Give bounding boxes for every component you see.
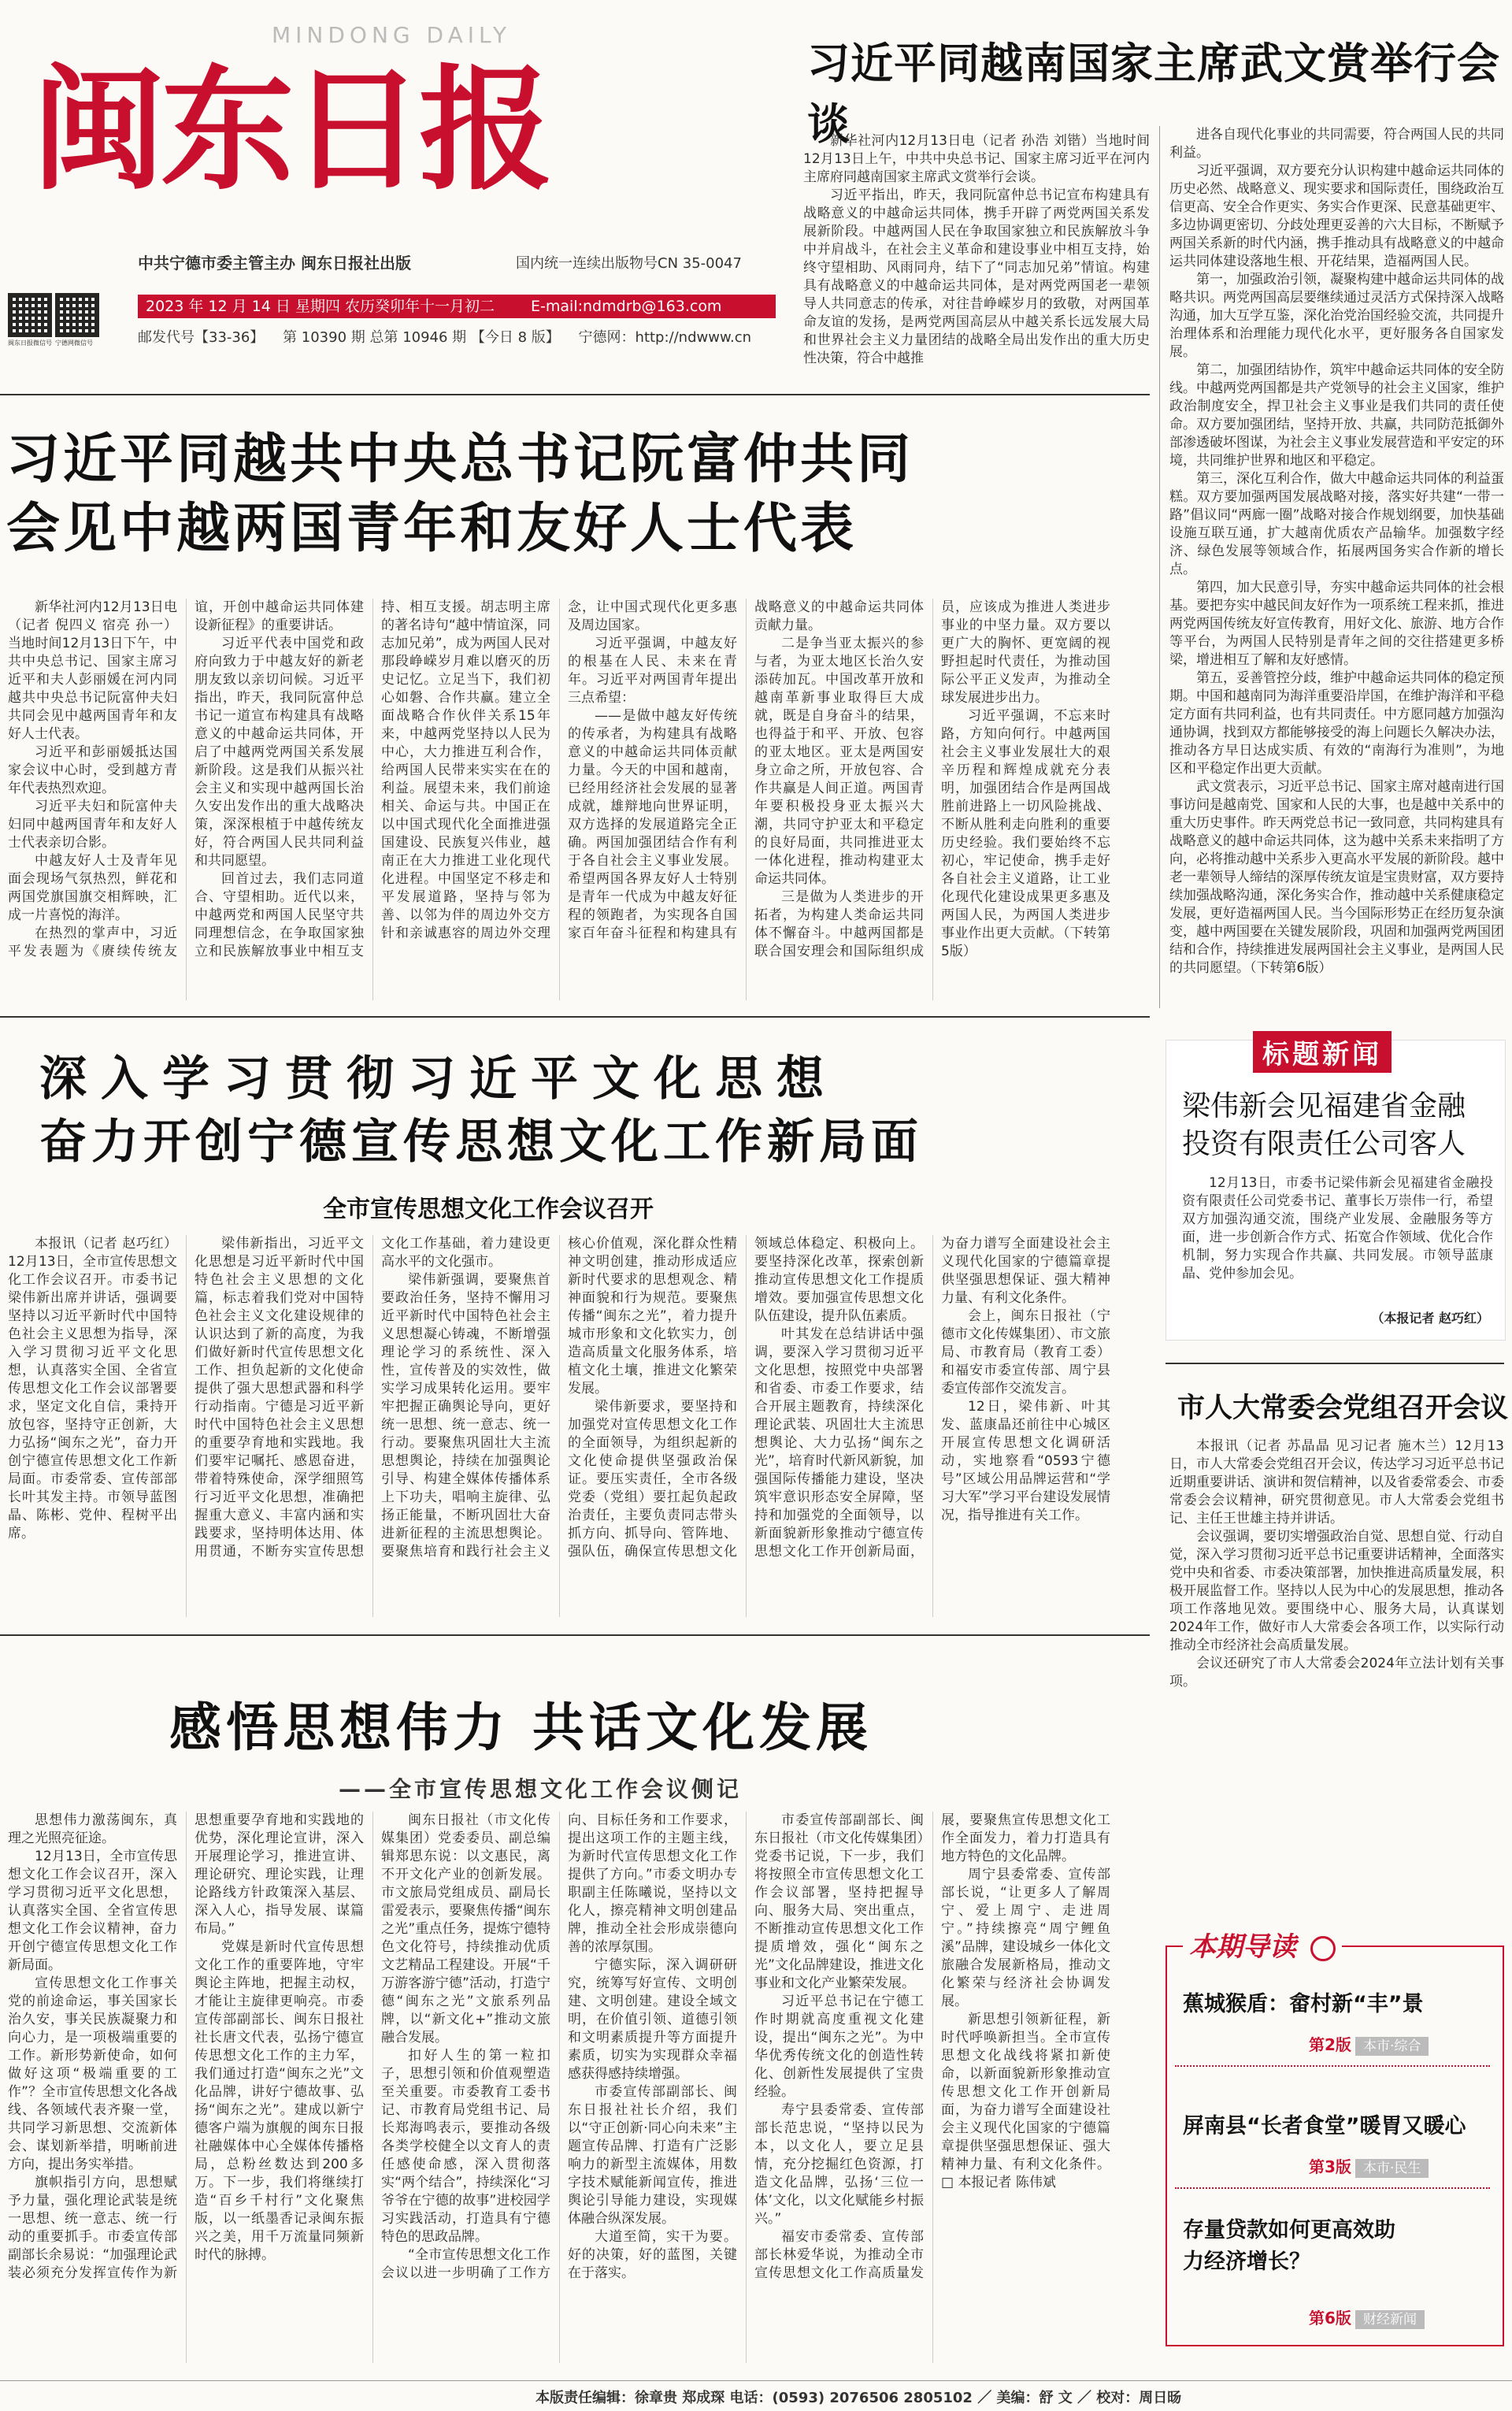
guide-headline: 屏南县“长者食堂”暖胃又暖心 [1183,2114,1466,2138]
qr-caption: 宁德网微信号 [55,339,93,347]
lead-story-continuation-paragraph: 武文赏表示，习近平总书记、国家主席对越南进行国事访问是越南党、国家和人民的大事，也是越中关系中的重大历史事件。昨天两党总书记一致同意，共同构建具有战略意义的越中命运共同体，这为越中关系未来指明了方向，必将推动越中关系步入更高水平发展的新阶段。越中老一辈领导人缔结的深厚传统友谊是宝贵财富，双方要持续加强战略沟通，深化务实合作，推动越中关系健康稳定发展，更好造福两国人民。当今国际形势正在经历复杂演变，越中两国要在关键发展阶段，巩固和加强两党两国团结和合作，持续推进发展两国社会主义事业，是两国人民的共同愿望。（下转第6版） [1169,779,1504,976]
fourth-story-text-paragraph: 新思想引领新征程，新时代呼唤新担当。全市宣传思想文化战线将紧扣新使命，以新面貌新形象推动宣传思想文化工作开创新局面，为奋力谱写全面建设社会主义现代化国家的宁德篇章提供坚强思想保证、强大精神力量、有利文化条件。□ 本报记者 陈伟斌 [941,2012,1110,2190]
fourth-story-text-paragraph: 大道至简，实干为要。好的决策，好的蓝图，关键在于落实。 [568,2229,737,2281]
section-divider [0,1634,1150,1636]
qr-code-1 [8,293,52,347]
fourth-story-text-paragraph: 周宁县委常委、宣传部部长说，“让更多人了解周宁、爱上周宁、走进周宁。”持续擦亮“周宁鲤鱼溪”品牌，建设城乡一体化文旅融合发展新格局，推动文化繁荣与经济社会协调发展。 [941,1867,1110,2009]
guide-page-3 [1309,2305,1425,2328]
website[interactable]: 宁德网：http://ndwww.cn [578,329,752,346]
qr-caption: 闽东日报微信号 [8,339,52,347]
guide-title-text: 本期导读 [1189,1931,1296,1963]
qr-code-2 [55,293,99,347]
second-story-text-paragraph: 三是做为人类进步的开拓者，为构建人类命运共同体不懈奋斗。中越两国都是联合国安理会和国际组织成员，应该成为推进人类进步事业的中坚力量。双方要以更广大的胸怀、更宽阔的视野担起时代责任，为推动国际公平正义发声，为推动全球发展进步出力。 [754,599,1110,959]
lead-story-col2 [1169,126,1504,1024]
lead-story-continuation-paragraph: 习近平强调，双方要充分认识构建中越命运共同体的历史必然、战略意义、现实要求和国际责任，围绕政治互信更高、安全合作更实、务实合作更深、民意基础更牢、多边协调更密切、分歧处理更妥善的六大目标，不断赋予两国关系新的时代内涵，携手推动具有战略意义的中越命运共同体建设落地生根、开花结果，造福两国人民。 [1169,163,1504,269]
lead-headline: 习近平同越南国家主席武文赏举行会谈 [807,39,1500,149]
guide-headline: 蕉城猴盾：畲村新“丰”景 [1183,1992,1424,2016]
guide-item-3[interactable] [1183,2215,1411,2278]
footer-rule [0,2380,1512,2381]
fourth-story-text-paragraph: 思想伟力激荡闽东，真理之光照亮征途。 [8,1812,177,1846]
column-divider [1159,126,1160,1008]
qr-code-icon [55,293,99,337]
second-story-text-paragraph: 习近平强调，不忘来时路，方知向何行。中越两国社会主义事业发展壮大的艰辛历程和辉煌成就充分表明，加强团结合作是两国战胜前进路上一切风险挑战、不断从胜利走向胜利的重要历史经验。我们要始终不忘初心，牢记使命，携手走好各自社会主义道路，让工业化现代化建设成果更多惠及两国人民，为两国人类进步事业作出更大贡献。（下转第5版） [941,708,1110,959]
fourth-story-text-paragraph: 闽东日报社（市文化传媒集团）党委委员、副总编辑郑思东说：以文惠民，离不开文化产业的创新发展。市文旅局党组成员、副局长雷爱表示，要聚焦传播“闽东之光”重点任务，提炼宁德特色文化符号，持续推动优质文艺精品工程建设。开展“千万游客游宁德”活动，打造宁德“闽东之光”文旅系列品牌，以“新文化+”推动文旅融合发展。 [381,1812,550,2046]
third-subheadline: 全市宣传思想文化工作会议召开 [323,1196,654,1223]
guide-page-number: 第6版 [1309,2309,1351,2328]
lead-story-continuation-paragraph: 第四，加大民意引导，夯实中越命运共同体的社会根基。要把夯实中越民间友好作为一项系统工程来抓，推进两党两国传统友好宣传教育，用好文化、旅游、地方合作等平台，为两国人民特别是青年之间的交往搭建更多桥梁，增进相互了解和友好感情。 [1169,580,1504,668]
sidebar-story-body [1169,1437,1504,1875]
fourth-headline: 感悟思想伟力 共话文化发展 [169,1697,873,1758]
guide-page-1 [1309,2032,1429,2055]
lead-story-col1 [803,132,1150,389]
fourth-story-text-paragraph: 宁德实际，深入调研研究，统筹写好宣传、文明创建、文明创建。建设全域文明，在价值引领、道德引领和文明素质提升等方面提升素质，切实为实现群众幸福感获得感持续增强。 [568,1957,737,2082]
cn-number: 国内统一连续出版物号CN 35-0047 [516,255,742,272]
second-headline-line1: 习近平同越共中央总书记阮富仲共同 [6,428,914,491]
qr-code-icon [8,293,52,337]
third-story-text-paragraph: 叶其发在总结讲话中强调，要深入学习贯彻习近平文化思想，按照党中央部署和省委、市委工作要求，结合开展主题教育，持续深化理论武装、巩固壮大主流思想舆论、大力弘扬“闽东之光”，培育时代新风新貌，加强国际传播能力建设，坚决筑牢意识形态安全屏障，坚持和加强党的全面领导，以新面貌新形象推动宁德宣传思想文化工作开创新局面，为奋力谱写全面建设社会主义现代化国家的宁德篇章提供坚强思想保证、强大精神力量、有利文化条件。 [754,1236,1110,1560]
third-headline-line2: 奋力开创宁德宣传思想文化工作新局面 [39,1115,923,1170]
fourth-story-text-paragraph: 12月13日，全市宣传思想文化工作会议召开，深入学习贯彻习近平文化思想，认真落实全国、全省宣传思想文化工作会议精神，奋力开创宁德宣传思想文化工作新局面。 [8,1849,177,1973]
fourth-subheadline: ——全市宣传思想文化工作会议侧记 [339,1776,743,1802]
fourth-story-text-paragraph: 扣好人生的第一粒扣子，思想引领和价值观塑造至关重要。市委教育工委书记、市教育局党组书记、局长郑海鸣表示，要推动各级各类学校健全以文育人的责任感使命感，深入贯彻落实“两个结合”，持续深化“习爷爷在宁德的故事”进校园学习实践活动，打造具有宁德特色的思政品牌。 [381,2048,550,2245]
lead-story-text-paragraph: 习近平指出，昨天，我同阮富仲总书记宣布构建具有战略意义的中越命运共同体，携手开辟了两党两国关系发展新阶段。中越两国人民在争取国家独立和民族解放斗争中并肩战斗，在社会主义革命和建设事业中相互支持，始终守望相助、风雨同舟，结下了“同志加兄弟”情谊。构建具有战略意义的中越命运共同体，是对两党两国老一辈领导人共同意志的传承，对往昔峥嵘岁月的致敬，对两国革命友谊的发扬，是两党两国高层从中越关系长远发展大局和世界社会主义力量团结的战略全局出发作出的重大历史性决策，符合中越推 [803,187,1150,366]
third-story-text-paragraph: 梁伟新指出，习近平文化思想是习近平新时代中国特色社会主义思想的文化篇，标志着我们党对中国特色社会主义文化建设规律的认识达到了新的高度，为我们做好新时代宣传思想文化工作、担负起新的文化使命提供了强大思想武器和科学行动指南。宁德是习近平新时代中国特色社会主义思想的重要孕育地和实践地。我们要牢记嘱托、感恩奋进，带着特殊使命，深学细照笃行习近平文化思想，准确把握重大意义、丰富内涵和实践要求，坚持明体达用、体用贯通，不断夯实宣传思想文化工作基础，着力建设更高水平的文化强市。 [195,1236,550,1560]
lead-story-text-paragraph: 新华社河内12月13日电（记者 孙浩 刘锴）当地时间12月13日上午，中共中央总书记、国家主席习近平在河内主席府同越南国家主席武文赏举行会谈。 [803,133,1150,185]
fourth-story-text-paragraph: 福安市委常委、宣传部部长林爱华说，为推动全市宣传思想文化工作高质量发展，要聚焦宣传思想文化工作全面发力，着力打造具有地方特色的文化品牌。 [754,1812,1110,2281]
lead-story-continuation-paragraph: 第一，加强政治引领，凝聚构建中越命运共同体的战略共识。两党两国高层要继续通过灵活方式保持深入战略沟通，加大互学互鉴，深化治党治国经验交流，共同提升治理体系和治理能力现代化水平，更好服务各自国家发展。 [1169,272,1504,360]
lead-story-continuation-paragraph: 第二，加强团结协作，筑牢中越命运共同体的安全防线。中越两党两国都是共产党领导的社会主义国家，维护政治制度安全，捍卫社会主义事业是我们共同的责任使命。双方要加强团结，坚持开放、共赢，共同防范抵御外部渗透破坏图谋，为社会主义事业发展营造和平安定的环境，共同维护世界和地区和平稳定。 [1169,362,1504,469]
guide-clock-icon [1310,1936,1336,1961]
second-story-text-paragraph: 中越友好人士及青年见面会现场气氛热烈，鲜花和两国党旗国旗交相辉映，汇成一片喜悦的海洋。 [8,853,177,923]
postal-code: 邮发代号【33-36】 [138,329,265,346]
lead-story-continuation-paragraph: 进各自现代化事业的共同需要，符合两国人民的共同利益。 [1169,127,1504,161]
guide-page-number: 第3版 [1309,2157,1351,2176]
fourth-story-text-paragraph: 寿宁县委常委、宣传部部长范忠说，“坚持以民为本，以文化人，要立足县情，充分挖掘红色资源，打造文化品牌，弘扬‘三位一体’文化，以文化赋能乡村振兴。” [754,2102,924,2227]
lead-story-continuation-paragraph: 第三，深化互利合作，做大中越命运共同体的利益蛋糕。双方要加强两国发展战略对接，落实好共建“一带一路”倡议同“两廊一圈”战略对接合作规划纲要，加快基础设施互联互通，扩大越南优质农产品输华。加强数字经济、绿色发展等领域合作，拓展两国务实合作新的增长点。 [1169,471,1504,577]
sidebar-story-text-paragraph: 会议强调，要切实增强政治自觉、思想自觉、行动自觉，深入学习贯彻习近平总书记重要讲话精神，全面落实党中央和省委、市委决策部署，加快推进高质量发展，积极开展监督工作。坚持以人民为中心的发展思想，推动各项工作落地见效。要围绕中心、服务大局，认真谋划2024年工作，做好市人大常委会各项工作，以实际行动推动全市经济社会高质量发展。 [1169,1529,1504,1653]
date-bar [138,295,776,318]
guide-item-1[interactable] [1183,1986,1424,2017]
masthead-english-name: MINDONG DAILY [272,22,511,48]
guide-page-number: 第2版 [1309,2035,1351,2054]
footer-credits: 本版责任编辑：徐章贵 郑成琛 电话：(0593) 2076506 2805102 ／ 美编：舒 文 ／ 校对：周日旸 [536,2390,1182,2406]
second-headline-line2: 会见中越两国青年和友好人士代表 [6,498,858,560]
guide-page-2 [1309,2154,1429,2177]
guide-item-2[interactable] [1183,2109,1466,2139]
second-headline [6,425,914,564]
third-headline [39,1048,923,1174]
guide-section: 财经新闻 [1355,2310,1425,2329]
sidebar-news-box [1166,1040,1506,1341]
guide-divider [1175,2187,1490,2189]
sidebar-tag: 标题新闻 [1253,1031,1392,1073]
second-story-body [8,599,1110,1000]
third-story-text-paragraph: 梁伟新要求，要坚持和加强党对宣传思想文化工作的全面领导，为组织起新的文化使命提供坚强政治保证。要压实责任，全市各级党委（党组）要扛起负起政治责任，主要负责同志带头抓方向、抓导向、管阵地、强队伍，确保宣传思想文化领域总体稳定、积极向上。要坚持深化改革，探索创新推动宣传思想文化工作提质增效。要加强宣传思想文化队伍建设，提升队伍素质。 [568,1236,924,1560]
sidebar-news-headline: 梁伟新会见福建省金融投资有限责任公司客人 [1182,1090,1466,1160]
guide-divider [1175,2065,1490,2067]
third-headline-line1: 深入学习贯彻习近平文化思想 [39,1052,838,1107]
section-divider [0,1016,1150,1018]
third-story-text-paragraph: 12日，梁伟新、叶其发、蓝康晶还前往中心城区开展宣传思想文化调研活动，实地察看“0593宁德号”区域公用品牌运营和“学习大军”学习平台建设发展情况，指导推进有关工作。 [941,1399,1110,1523]
fourth-story-body [8,1812,1110,2363]
fourth-story-text-paragraph: 旗帜指引方向，思想赋予力量，强化理论武装是统一思想、统一意志、统一行动的重要抓手。市委宣传部副部长余易说：“加强理论武装必须充分发挥宣传作为新思想重要孕育地和实践地的优势，深化理论宣讲，深入开展理论学习，推进宣讲、理论研究、理论实践，让理论路线方针政策深入基层、深入人心，指导发展、谋篇布局。” [8,1812,364,2281]
section-divider [0,394,1150,395]
second-story-text-paragraph: ——是做中越友好传统的传承者，为构建具有战略意义的中越命运共同体贡献力量。今天的中国和越南，已经用经济社会发展的显著成就，雄辩地向世界证明，双方选择的发展道路完全正确。两国加强团结合作有利于各自社会主义事业发展。希望两国各界友好人士特别是青年一代成为中越友好征程的领跑者，为实现各自国家百年奋斗征程和构建具有战略意义的中越命运共同体贡献力量。 [568,599,924,941]
guide-box [1166,1931,1504,2346]
second-story-text-paragraph: 在热烈的掌声中，习近平发表题为《赓续传统友谊，开创中越命运共同体建设新征程》的重要讲话。 [8,599,364,959]
third-story-text-paragraph: 梁伟新强调，要聚焦首要政治任务，坚持不懈用习近平新时代中国特色社会主义思想凝心铸魂，不断增强理论学习的系统性、深入性，宣传普及的实效性，做实学习成果转化运用。要牢牢把握正确舆论导向，更好统一思想、统一意志、统一行动。要聚焦巩固壮大主流思想舆论，持续在加强舆论引导、构建全媒体传播体系上下功夫，唱响主旋律、弘扬正能量，不断巩固壮大奋进新征程的主流思想舆论。要聚焦培育和践行社会主义核心价值观，深化群众性精神文明创建，推动形成适应新时代要求的思想观念、精神面貌和行为规范。要聚焦传播“闽东之光”，着力提升城市形象和文化软实力，创造高质量文化服务体系，培植文化土壤，推进文化繁荣发展。 [381,1236,737,1560]
sidebar-story-headline: 市人大常委会党组召开会议 [1177,1393,1509,1424]
section-divider [1166,1363,1504,1364]
third-story-text-paragraph: 会上，闽东日报社（宁德市文化传媒集团）、市文旅局、市教育局（教育工委）和福安市委宣传部、周宁县委宣传部作交流发言。 [941,1308,1110,1397]
fourth-story-text-paragraph: 宣传思想文化工作事关党的前途命运，事关国家长治久安，事关民族凝聚力和向心力，是一项极端重要的工作。新形势新使命，如何做好这项“极端重要的工作”？全市宣传思想文化各战线、各领域代表齐聚一堂，共同学习新思想、交流新体会、谋划新举措，明晰前进方向，提出务实举措。 [8,1975,177,2172]
sidebar-news-byline: （本报记者 赵巧红） [1371,1311,1489,1326]
newspaper-logo: 闽东日报 [32,51,549,209]
sidebar-story-text-paragraph: 本报讯（记者 苏晶晶 见习记者 施木兰）12月13日，市人大常委会党组召开会议，传达学习习近平总书记近期重要讲话、演讲和贺信精神，以及省委常委会、市委常委会会议精神，研究贯彻意见。市人大常委会党组书记、主任王世雄主持并讲话。 [1169,1438,1504,1526]
sidebar-news-text: 12月13日，市委书记梁伟新会见福建省金融投资有限责任公司党委书记、董事长万崇伟一行，希望双方加强沟通交流，围绕产业发展、金融服务等方面，进一步创新合作方式、拓宽合作领域、优化合作机制，努力实现合作共赢、共同发展。市领导蓝康晶、党仲参加会见。 [1182,1175,1493,1282]
second-story-text-paragraph: 习近平代表中国党和政府向致力于中越友好的新老朋友致以亲切问候。习近平指出，昨天，我同阮富仲总书记一道宣布构建具有战略意义的中越命运共同体，开启了中越两党两国关系发展新阶段。这是我们从振兴社会主义和实现中越两国长治久安出发作出的重大战略决策，深深根植于中越传统友好，符合两国人民共同利益和共同愿望。 [195,636,364,869]
second-story-text-paragraph: 回首过去，我们志同道合、守望相助。近代以来，中越两党和两国人民坚守共同理想信念，在争取国家独立和民族解放事业中相互支持、相互支援。胡志明主席的著名诗句“越中情谊深，同志加兄弟”，成为两国人民对那段峥嵘岁月难以磨灭的历史记忆。立足当下，我们初心如磐、合作共赢。建立全面战略合作伙伴关系15年来，中越两党坚持以人民为中心，大力推进互利合作，给两国人民带来实实在在的利益。展望未来，我们前途相关、命运与共。中国正在以中国式现代化全面推进强国建设、民族复兴伟业，越南正在大力推进工业化现代化进程。中国坚定不移走和平发展道路，坚持与邻为善、以邻为伴的周边外交方针和亲诚惠容的周边外交理念，让中国式现代化更多惠及周边国家。 [195,599,737,959]
sidebar-story-text-paragraph: 会议还研究了市人大常委会2024年立法计划有关事项。 [1169,1656,1504,1690]
fourth-story-text-paragraph: 党媒是新时代宣传思想文化工作的重要阵地，守牢舆论主阵地，把握主动权，才能让主旋律更响亮。市委宣传部副部长、闽东日报社社长唐文代表，弘扬宁德宣传思想文化工作的主力军，我们通过打造“闽东之光”文化品牌，讲好宁德故事、弘扬“闽东之光”。建成以新宁德客户端为旗舰的闽东日报社融媒体中心全媒体传播格局，总粉丝数达到200多万。下一步，我们将继续打造“百乡千村行”文化聚焦版，以一纸墨香记录闽东振兴之美，用千万流量同频新时代的脉搏。 [195,1939,364,2263]
sidebar-news-body [1182,1174,1493,1300]
email[interactable]: E-mail:ndmdrb@163.com [531,298,722,315]
third-story-body [8,1235,1110,1617]
fourth-story-text-paragraph: “全市宣传思想文化工作会议以进一步明确了工作方向、目标任务和工作要求，提出这项工作的主题主线，为新时代宣传思想文化工作提供了方向。”市委文明办专职副主任陈曦说，坚持以文化人，擦亮精神文明创建品牌，推动全社会形成崇德向善的浓厚氛围。 [381,1812,737,2281]
second-story-text-paragraph: 习近平和彭丽媛抵达国家会议中心时，受到越方青年代表热烈欢迎。 [8,744,177,796]
fourth-story-text-paragraph: 市委宣传部副部长、闽东日报社社长介绍，我们以“守正创新·同心向未来”主题宣传品牌、打造有广泛影响力的新型主流媒体，用数字技术赋能新闻宣传，推进舆论引导能力建设，实现媒体融合纵深发展。 [568,2084,737,2227]
second-story-text-paragraph: 习近平夫妇和阮富仲夫妇同中越两国青年和友好人士代表亲切合影。 [8,799,177,851]
date-line: 2023 年 12 月 14 日 星期四 农历癸卯年十一月初二 [146,298,495,315]
lead-story-continuation-paragraph: 第五，妥善管控分歧，维护中越命运共同体的稳定预期。中国和越南同为海洋重要沿岸国，在维护海洋和平稳定方面有共同利益，也有共同责任。中方愿同越方加强沟通协调，找到双方都能够接受的海上问题长久解决办法，推动各方早日达成实质、有效的“南海行为准则”，为地区和平稳定作出更大贡献。 [1169,670,1504,777]
second-story-text-paragraph: 二是争当亚太振兴的参与者，为亚太地区长治久安添砖加瓦。中国改革开放和越南革新事业取得巨大成就，既是自身奋斗的结果，也得益于和平、开放、包容的亚太地区。亚太是两国安身立命之所，开放包容、合作共赢是人间正道。两国青年要积极投身亚太振兴大潮，共同守护亚太和平稳定的良好局面，共同推进亚太一体化进程，推动构建亚太命运共同体。 [754,636,924,887]
issue-bar [138,326,784,347]
guide-headline: 存量贷款如何更高效助力经济增长？ [1183,2218,1395,2274]
third-story-text-paragraph: 本报讯（记者 赵巧红）12月13日，全市宣传思想文化工作会议召开。市委书记梁伟新出席并讲话，强调要坚持以习近平新时代中国特色社会主义思想为指导，深入学习贯彻习近平文化思想，认真落实全国、全省宣传思想文化工作会议部署要求，坚定文化自信，秉持开放包容，坚持守正创新，大力弘扬“闽东之光”，奋力开创宁德宣传思想文化工作新局面。市委常委、宣传部部长叶其发主持。市领导蓝图晶、陈彬、党仲、程树平出席。 [8,1236,177,1541]
fourth-story-text-paragraph: 市委宣传部副部长、闽东日报社（市文化传媒集团）党委书记说，下一步，我们将按照全市宣传思想文化工作会议部署，坚持把握导向、服务大局、突出重点，不断推动宣传思想文化工作提质增效，强化“闽东之光”文化品牌建设，推进文化事业和文化产业繁荣发展。 [754,1812,924,1991]
guide-section: 本市·民生 [1355,2159,1429,2178]
fourth-story-text-paragraph: 习近平总书记在宁德工作时期就高度重视文化建设，提出“闽东之光”。为中华优秀传统文化的创造性转化、创新性发展提供了宝贵经验。 [754,1994,924,2100]
issue-line: 第 10390 期 总第 10946 期 【今日 8 版】 [283,329,560,346]
guide-section: 本市·综合 [1355,2037,1429,2056]
publisher-line: 中共宁德市委主管主办 闽东日报社出版 [138,254,411,273]
guide-title [1183,1925,1342,1964]
second-story-text-paragraph: 习近平强调，中越友好的根基在人民、未来在青年。习近平对两国青年提出三点希望： [568,636,737,706]
second-story-text-paragraph: 新华社河内12月13日电（记者 倪四义 宿亮 孙一）当地时间12月13日下午，中共中央总书记、国家主席习近平和夫人彭丽媛在河内同越共中央总书记阮富仲夫妇共同会见中越两国青年和友好人士代表。 [8,599,177,742]
